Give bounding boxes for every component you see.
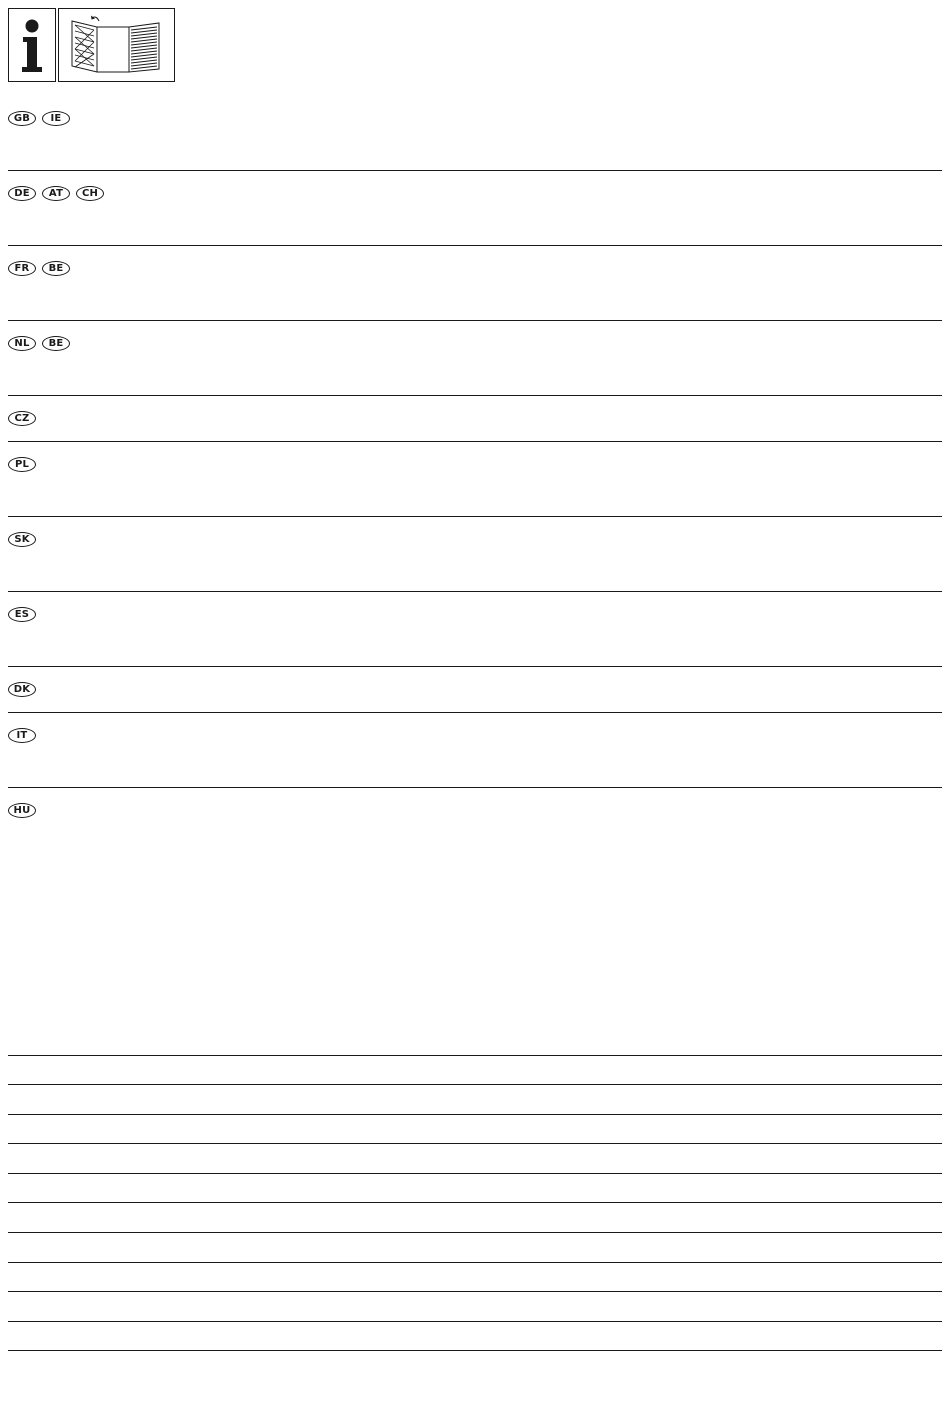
country-badge: DE	[8, 186, 36, 201]
blank-rule-line	[8, 1291, 942, 1292]
country-badge: IT	[8, 728, 36, 743]
section-sk	[8, 532, 942, 592]
section-dk	[8, 682, 942, 713]
blank-rule-line	[8, 1350, 942, 1351]
country-badge: IE	[42, 111, 70, 126]
country-badge: NL	[8, 336, 36, 351]
country-badge: CZ	[8, 411, 36, 426]
section-cz	[8, 411, 942, 442]
country-badge: DK	[8, 682, 36, 697]
blank-rule-line	[8, 1321, 942, 1322]
blank-rule-line	[8, 1143, 942, 1144]
section-gb-ie	[8, 111, 942, 171]
blank-rule-line	[8, 1055, 942, 1056]
section-fr-be	[8, 261, 942, 321]
country-badge: AT	[42, 186, 70, 201]
section-es	[8, 607, 942, 667]
fold-out-page-icon-box	[58, 8, 175, 82]
country-badge: CH	[76, 186, 104, 201]
info-icon-box	[8, 8, 56, 82]
info-icon	[9, 9, 55, 81]
section-hu	[8, 803, 942, 1043]
country-badge: GB	[8, 111, 36, 126]
country-badge: HU	[8, 803, 36, 818]
country-badge: PL	[8, 457, 36, 472]
section-pl	[8, 457, 942, 517]
country-badge: SK	[8, 532, 36, 547]
country-badge: FR	[8, 261, 36, 276]
blank-rule-line	[8, 1114, 942, 1115]
country-badge: BE	[42, 261, 70, 276]
section-it	[8, 728, 942, 788]
blank-rule-line	[8, 1084, 942, 1085]
country-badge: ES	[8, 607, 36, 622]
section-nl-be	[8, 336, 942, 396]
section-de-at-ch	[8, 186, 942, 246]
blank-rule-line	[8, 1202, 942, 1203]
blank-rule-line	[8, 1173, 942, 1174]
blank-rule-line	[8, 1232, 942, 1233]
fold-out-page-icon	[59, 9, 174, 81]
blank-rule-line	[8, 1262, 942, 1263]
country-badge: BE	[42, 336, 70, 351]
